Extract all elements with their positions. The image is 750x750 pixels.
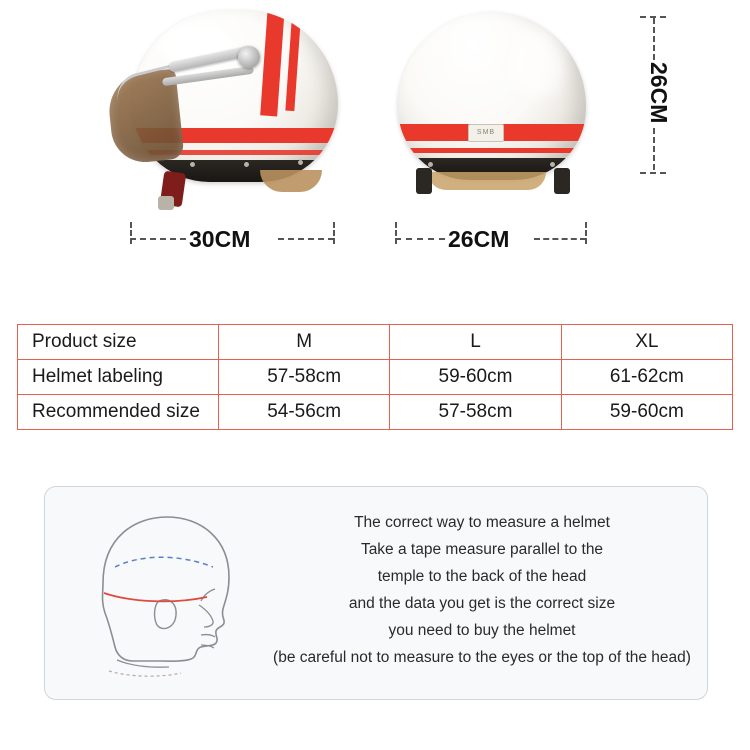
dim-line-side-left	[130, 238, 186, 240]
table-row	[18, 360, 733, 395]
dim-tick-back-right	[585, 222, 587, 244]
helmet-rivet	[428, 162, 433, 167]
helmet-red-stripe-narrow	[285, 10, 301, 111]
head-measurement-figure	[73, 505, 273, 680]
cell-recommended-l: 57-58cm	[390, 395, 561, 430]
table-row	[18, 395, 733, 430]
cell-labeling-m: 57-58cm	[219, 360, 390, 395]
dim-line-height-upper	[653, 18, 655, 60]
note-line-3: temple to the back of the head	[377, 568, 587, 585]
cell-recommended-m: 54-56cm	[219, 395, 390, 430]
dim-label-height: 26CM	[646, 62, 672, 124]
dim-line-height-lower	[653, 128, 655, 170]
cell-size-xl: XL	[561, 325, 732, 360]
helmet-side-liner	[260, 170, 322, 192]
helmet-red-stripe-wide	[260, 10, 285, 116]
helmet-rivet	[190, 162, 195, 167]
note-line-5: you need to buy the helmet	[388, 622, 576, 639]
cell-size-l: L	[390, 325, 561, 360]
note-line-1: The correct way to measure a helmet	[354, 514, 610, 531]
cell-size-m: M	[219, 325, 390, 360]
helmet-illustration-area	[0, 0, 750, 270]
helmet-rivet	[244, 162, 249, 167]
dim-tick-back-left	[395, 222, 397, 244]
dim-tick-side-left	[130, 222, 132, 244]
dim-tick-side-right	[333, 222, 335, 244]
size-table-wrapper	[17, 324, 733, 430]
note-line-4: and the data you get is the correct size	[348, 595, 616, 612]
dim-label-side-width: 30CM	[189, 226, 251, 252]
helmet-back-view	[392, 12, 602, 202]
cell-labeling-xl: 61-62cm	[561, 360, 732, 395]
helmet-visor-pivot	[238, 46, 260, 68]
helmet-back-liner	[428, 172, 546, 190]
measurement-instructions	[267, 509, 697, 671]
helmet-back-red-band-thin	[398, 148, 586, 153]
helmet-back-strap-left	[416, 168, 432, 194]
helmet-side-view	[110, 10, 350, 205]
table-row	[18, 325, 733, 360]
note-line-2: Take a tape measure parallel to the	[360, 541, 604, 558]
helmet-rivet	[298, 160, 303, 165]
helmet-back-shell	[398, 12, 586, 180]
note-line-6: (be careful not to measure to the eyes or the top of the head)	[273, 649, 691, 666]
helmet-back-strap-right	[554, 168, 570, 194]
row-label: Product size	[18, 325, 219, 360]
dim-tick-height-bottom	[640, 172, 666, 174]
cell-recommended-xl: 59-60cm	[561, 395, 732, 430]
row-label: Helmet labeling	[18, 360, 219, 395]
dim-line-back-left	[395, 238, 445, 240]
dim-label-back-width: 26CM	[448, 226, 510, 252]
dim-line-back-right	[534, 238, 586, 240]
helmet-logo-badge: SMB	[468, 124, 504, 142]
helmet-rivet	[550, 162, 555, 167]
size-table	[17, 324, 733, 430]
dim-line-side-right	[278, 238, 334, 240]
head-profile-icon	[73, 505, 273, 680]
helmet-chin-buckle	[158, 196, 174, 210]
cell-labeling-l: 59-60cm	[390, 360, 561, 395]
measurement-note-panel	[44, 486, 708, 700]
row-label: Recommended size	[18, 395, 219, 430]
